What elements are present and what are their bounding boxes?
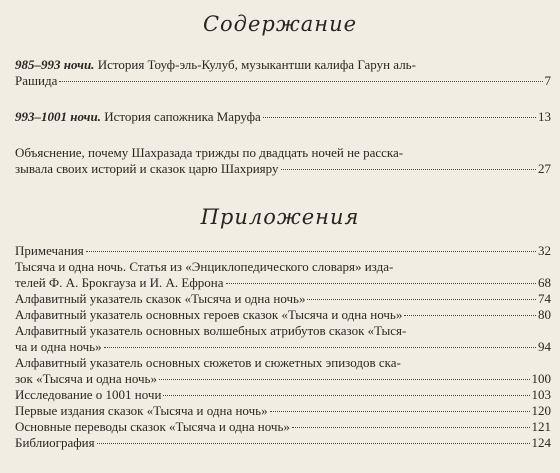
toc-entry[interactable] bbox=[15, 435, 551, 451]
toc-entry-title: Алфавитный указатель сказок «Тысяча и одна ночь» bbox=[15, 291, 306, 306]
toc-entry[interactable] bbox=[15, 323, 551, 355]
toc-entry[interactable] bbox=[15, 291, 551, 307]
toc-entry-last-line bbox=[15, 243, 551, 259]
toc-entry[interactable] bbox=[15, 259, 551, 291]
toc-entry-title-end: Рашида bbox=[15, 73, 58, 88]
dot-leader bbox=[281, 169, 537, 170]
toc-entry-last-line bbox=[15, 339, 551, 355]
page-number: 27 bbox=[538, 161, 551, 176]
toc-entry-last-line bbox=[15, 387, 551, 403]
toc-entry-title: История Тоуф-эль-Кулуб, музыкантши калифа Гарун аль- bbox=[97, 57, 416, 72]
toc-entry-last-line bbox=[15, 291, 551, 307]
toc-entry-title: История сапожника Маруфа bbox=[104, 109, 261, 124]
nights-range: 985–993 ночи. bbox=[15, 57, 95, 72]
toc-entry-last-line bbox=[15, 109, 551, 125]
toc-entry[interactable] bbox=[15, 57, 551, 89]
appendix-list bbox=[15, 243, 551, 451]
dot-leader bbox=[270, 411, 530, 412]
page-number: 13 bbox=[538, 109, 551, 124]
toc-entry[interactable] bbox=[15, 145, 551, 177]
toc-entry-title: Алфавитный указатель основных героев сказок «Тысяча и одна ночь» bbox=[15, 307, 403, 322]
page-number: 80 bbox=[538, 307, 551, 322]
toc-entry[interactable] bbox=[15, 243, 551, 259]
toc-entry-last-line bbox=[15, 307, 551, 323]
toc-entry[interactable] bbox=[15, 109, 551, 125]
page-number: 120 bbox=[531, 403, 551, 418]
dot-leader bbox=[163, 395, 529, 396]
dot-leader bbox=[263, 117, 536, 118]
toc-entry-last-line bbox=[15, 403, 551, 419]
dot-leader bbox=[104, 347, 536, 348]
toc-entry-title: Основные переводы сказок «Тысяча и одна ночь» bbox=[15, 419, 290, 434]
toc-entry-title: Алфавитный указатель основных сюжетов и сюжетных эпизодов ска- bbox=[15, 355, 401, 370]
page-number: 7 bbox=[544, 73, 551, 88]
toc-entry-last-line bbox=[15, 419, 551, 435]
dot-leader bbox=[404, 315, 536, 316]
dot-leader bbox=[307, 299, 536, 300]
contents-list bbox=[15, 57, 551, 177]
toc-entry-last-line bbox=[15, 371, 551, 387]
toc-entry-title: Первые издания сказок «Тысяча и одна ночь» bbox=[15, 403, 268, 418]
page-number: 121 bbox=[531, 419, 551, 434]
dot-leader bbox=[97, 443, 530, 444]
toc-entry-title: Примечания bbox=[15, 243, 84, 258]
page-number: 103 bbox=[531, 387, 551, 402]
appendix-heading: Приложения bbox=[200, 205, 360, 229]
toc-entry-last-line bbox=[15, 73, 551, 89]
toc-entry-title-end: телей Ф. А. Брокгауза и И. А. Ефрона bbox=[15, 275, 224, 290]
toc-entry-title: Алфавитный указатель основных волшебных атрибутов сказок «Тыся- bbox=[15, 323, 407, 338]
dot-leader bbox=[86, 251, 536, 252]
dot-leader bbox=[292, 427, 530, 428]
toc-entry-title-line bbox=[15, 109, 261, 125]
page-number: 74 bbox=[538, 291, 551, 306]
toc-entry[interactable] bbox=[15, 387, 551, 403]
toc-entry-title-end: зывала своих историй и сказок царю Шахрияру bbox=[15, 161, 279, 176]
dot-leader bbox=[226, 283, 536, 284]
toc-entry-title: Объяснение, почему Шахразада трижды по двадцать ночей не расска- bbox=[15, 145, 404, 160]
toc-entry-title-end: ча и одна ночь» bbox=[15, 339, 102, 354]
page-number: 124 bbox=[531, 435, 551, 450]
dot-leader bbox=[159, 379, 530, 380]
dot-leader bbox=[59, 81, 542, 82]
contents-heading: Содержание bbox=[202, 12, 358, 36]
page-number: 94 bbox=[538, 339, 551, 354]
toc-entry[interactable] bbox=[15, 307, 551, 323]
toc-entry-title: Исследование о 1001 ночи bbox=[15, 387, 162, 402]
toc-entry-title: Библиография bbox=[15, 435, 95, 450]
toc-entry-last-line bbox=[15, 275, 551, 291]
page-number: 68 bbox=[538, 275, 551, 290]
page-number: 100 bbox=[531, 371, 551, 386]
toc-entry[interactable] bbox=[15, 419, 551, 435]
page-number: 32 bbox=[538, 243, 551, 258]
toc-entry-first-line bbox=[15, 57, 551, 73]
nights-range: 993–1001 ночи. bbox=[15, 109, 101, 124]
toc-entry[interactable] bbox=[15, 355, 551, 387]
toc-entry-title-end: зок «Тысяча и одна ночь» bbox=[15, 371, 157, 386]
toc-entry-title: Тысяча и одна ночь. Статья из «Энциклопедического словаря» изда- bbox=[15, 259, 394, 274]
toc-entry[interactable] bbox=[15, 403, 551, 419]
toc-entry-last-line bbox=[15, 161, 551, 177]
toc-entry-last-line bbox=[15, 435, 551, 451]
